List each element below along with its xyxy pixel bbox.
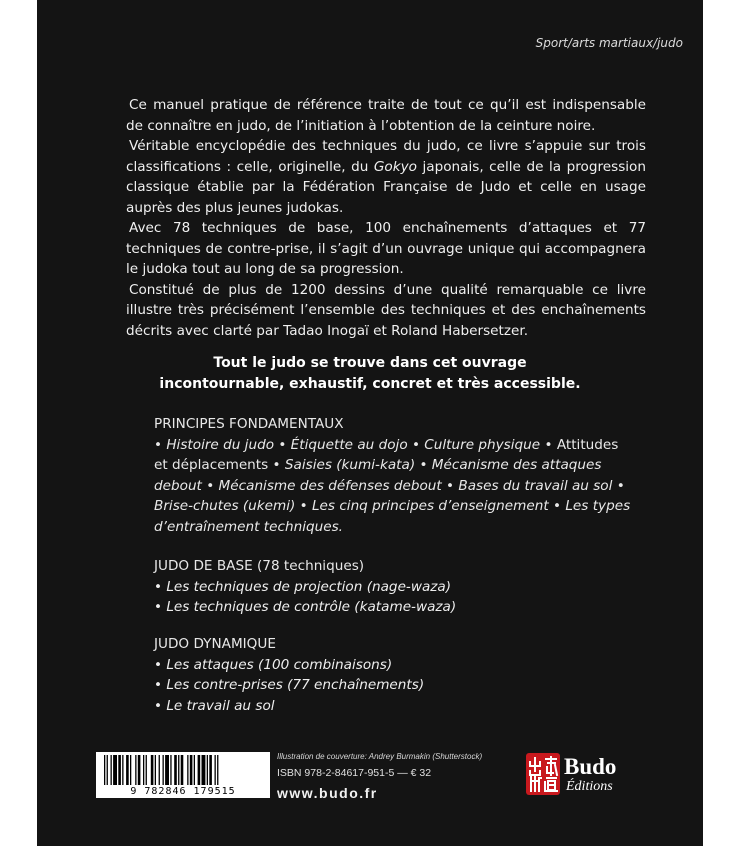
barcode-bar	[217, 755, 218, 785]
barcode-bar	[155, 755, 156, 785]
section-heading: PRINCIPES FONDAMENTAUX	[154, 416, 344, 432]
barcode-bar	[215, 755, 216, 785]
barcode-bar	[122, 755, 123, 785]
barcode-bar	[111, 755, 112, 785]
tagline-line: incontournable, exhaustif, concret et très accessible.	[159, 376, 581, 392]
barcode-bar	[181, 755, 184, 785]
publisher-seal-icon	[526, 753, 560, 795]
barcode-bar	[207, 755, 208, 785]
section-text: • Histoire du judo • Étiquette au dojo • Culture physique •	[154, 436, 553, 453]
brand-sub: Éditions	[566, 779, 613, 794]
blurb-text: japonais, celle de la progression classique établie par la Fédération Française de Judo et celle en usage auprès des plus jeunes judokas.	[126, 158, 646, 216]
list-item: • Les techniques de contrôle (katame-waza)	[154, 599, 457, 615]
brand-name: Budo	[564, 754, 617, 779]
section-heading: JUDO DE BASE (78 techniques)	[154, 558, 365, 574]
barcode-bar	[209, 755, 212, 785]
barcode	[96, 752, 270, 798]
barcode-bar	[178, 755, 179, 785]
category-label: Sport/arts martiaux/judo	[535, 36, 683, 50]
section-principes	[154, 414, 632, 537]
seal-glyphs	[526, 753, 560, 795]
barcode-bar	[194, 755, 195, 785]
barcode-bar	[135, 755, 136, 785]
barcode-bar	[202, 755, 206, 785]
illustration-credit: Illustration de couverture: Andrey Burmakin (Shutterstock)	[277, 752, 483, 761]
blurb-paragraph: Avec 78 techniques de base, 100 enchaînements d’attaques et 77 techniques de contre-prise, il s’agit d’un ouvrage unique qui accompagnera le judoka tout au long de sa progression.	[126, 220, 646, 277]
barcode-bar	[113, 755, 117, 785]
website-url: www.budo.fr	[277, 785, 378, 801]
barcode-bar	[126, 755, 129, 785]
list-item: • Le travail au sol	[154, 697, 275, 714]
tagline-line: Tout le judo se trouve dans cet ouvrage	[213, 355, 527, 371]
section-heading: JUDO DYNAMIQUE	[154, 636, 276, 652]
barcode-bar	[138, 755, 141, 785]
barcode-bars	[96, 752, 270, 786]
section-text: • Saisies (kumi-kata) • Mécanisme des attaques debout • Mécanisme des défenses debout • Bases du travail au sol • Brise-chutes (ukemi) • Les cinq principes d’enseignement • Les types d’entraînement techniques.	[154, 457, 631, 535]
blurb	[126, 95, 646, 341]
barcode-bar	[163, 755, 164, 785]
section-body	[154, 435, 632, 538]
barcode-bar	[190, 755, 193, 785]
isbn-price: ISBN 978-2-84617-951-5 — € 32	[277, 767, 432, 779]
barcode-bar	[107, 755, 108, 785]
barcode-bar	[187, 755, 188, 785]
list-item: • Les contre-prises (77 enchaînements)	[154, 677, 425, 693]
back-cover	[37, 0, 703, 846]
barcode-bar	[143, 755, 144, 785]
blurb-paragraph	[126, 136, 646, 218]
barcode-bar	[170, 755, 171, 785]
barcode-bar	[198, 755, 201, 785]
list-item: • Les techniques de projection (nage-waza)	[154, 578, 452, 595]
blurb-text: Véritable encyclopédie des techniques du judo, ce livre s’appuie sur trois classifications : celle, originelle, du	[126, 138, 646, 175]
blurb-emphasis: Gokyo	[373, 158, 417, 175]
section-judo-de-base	[154, 556, 632, 618]
barcode-digits: 9 782846 179515	[130, 786, 236, 797]
barcode-bar	[104, 755, 105, 785]
blurb-paragraph: Constitué de plus de 1200 dessins d’une qualité remarquable ce livre illustre très précisément l’ensemble des techniques et des enchaînements décrits avec clarté par Tadao Inogaï et Roland Habersetzer.	[126, 281, 646, 339]
barcode-bar	[165, 755, 169, 785]
section-text: Attitudes et déplacements	[154, 436, 619, 473]
barcode-bar	[118, 755, 121, 785]
barcode-bar	[174, 755, 177, 785]
barcode-bar	[159, 755, 160, 785]
blurb-paragraph: Ce manuel pratique de référence traite de tout ce qu’il est indispensable de connaître en judo, de l’initiation à l’obtention de la ceinture noire.	[126, 97, 646, 134]
section-judo-dynamique	[154, 634, 632, 716]
barcode-bar	[146, 755, 147, 785]
barcode-bar	[130, 755, 131, 785]
publisher-brand	[564, 755, 616, 795]
list-item: • Les attaques (100 combinaisons)	[154, 656, 393, 673]
barcode-bar	[151, 755, 154, 785]
credits	[277, 752, 482, 801]
tagline	[37, 353, 703, 395]
